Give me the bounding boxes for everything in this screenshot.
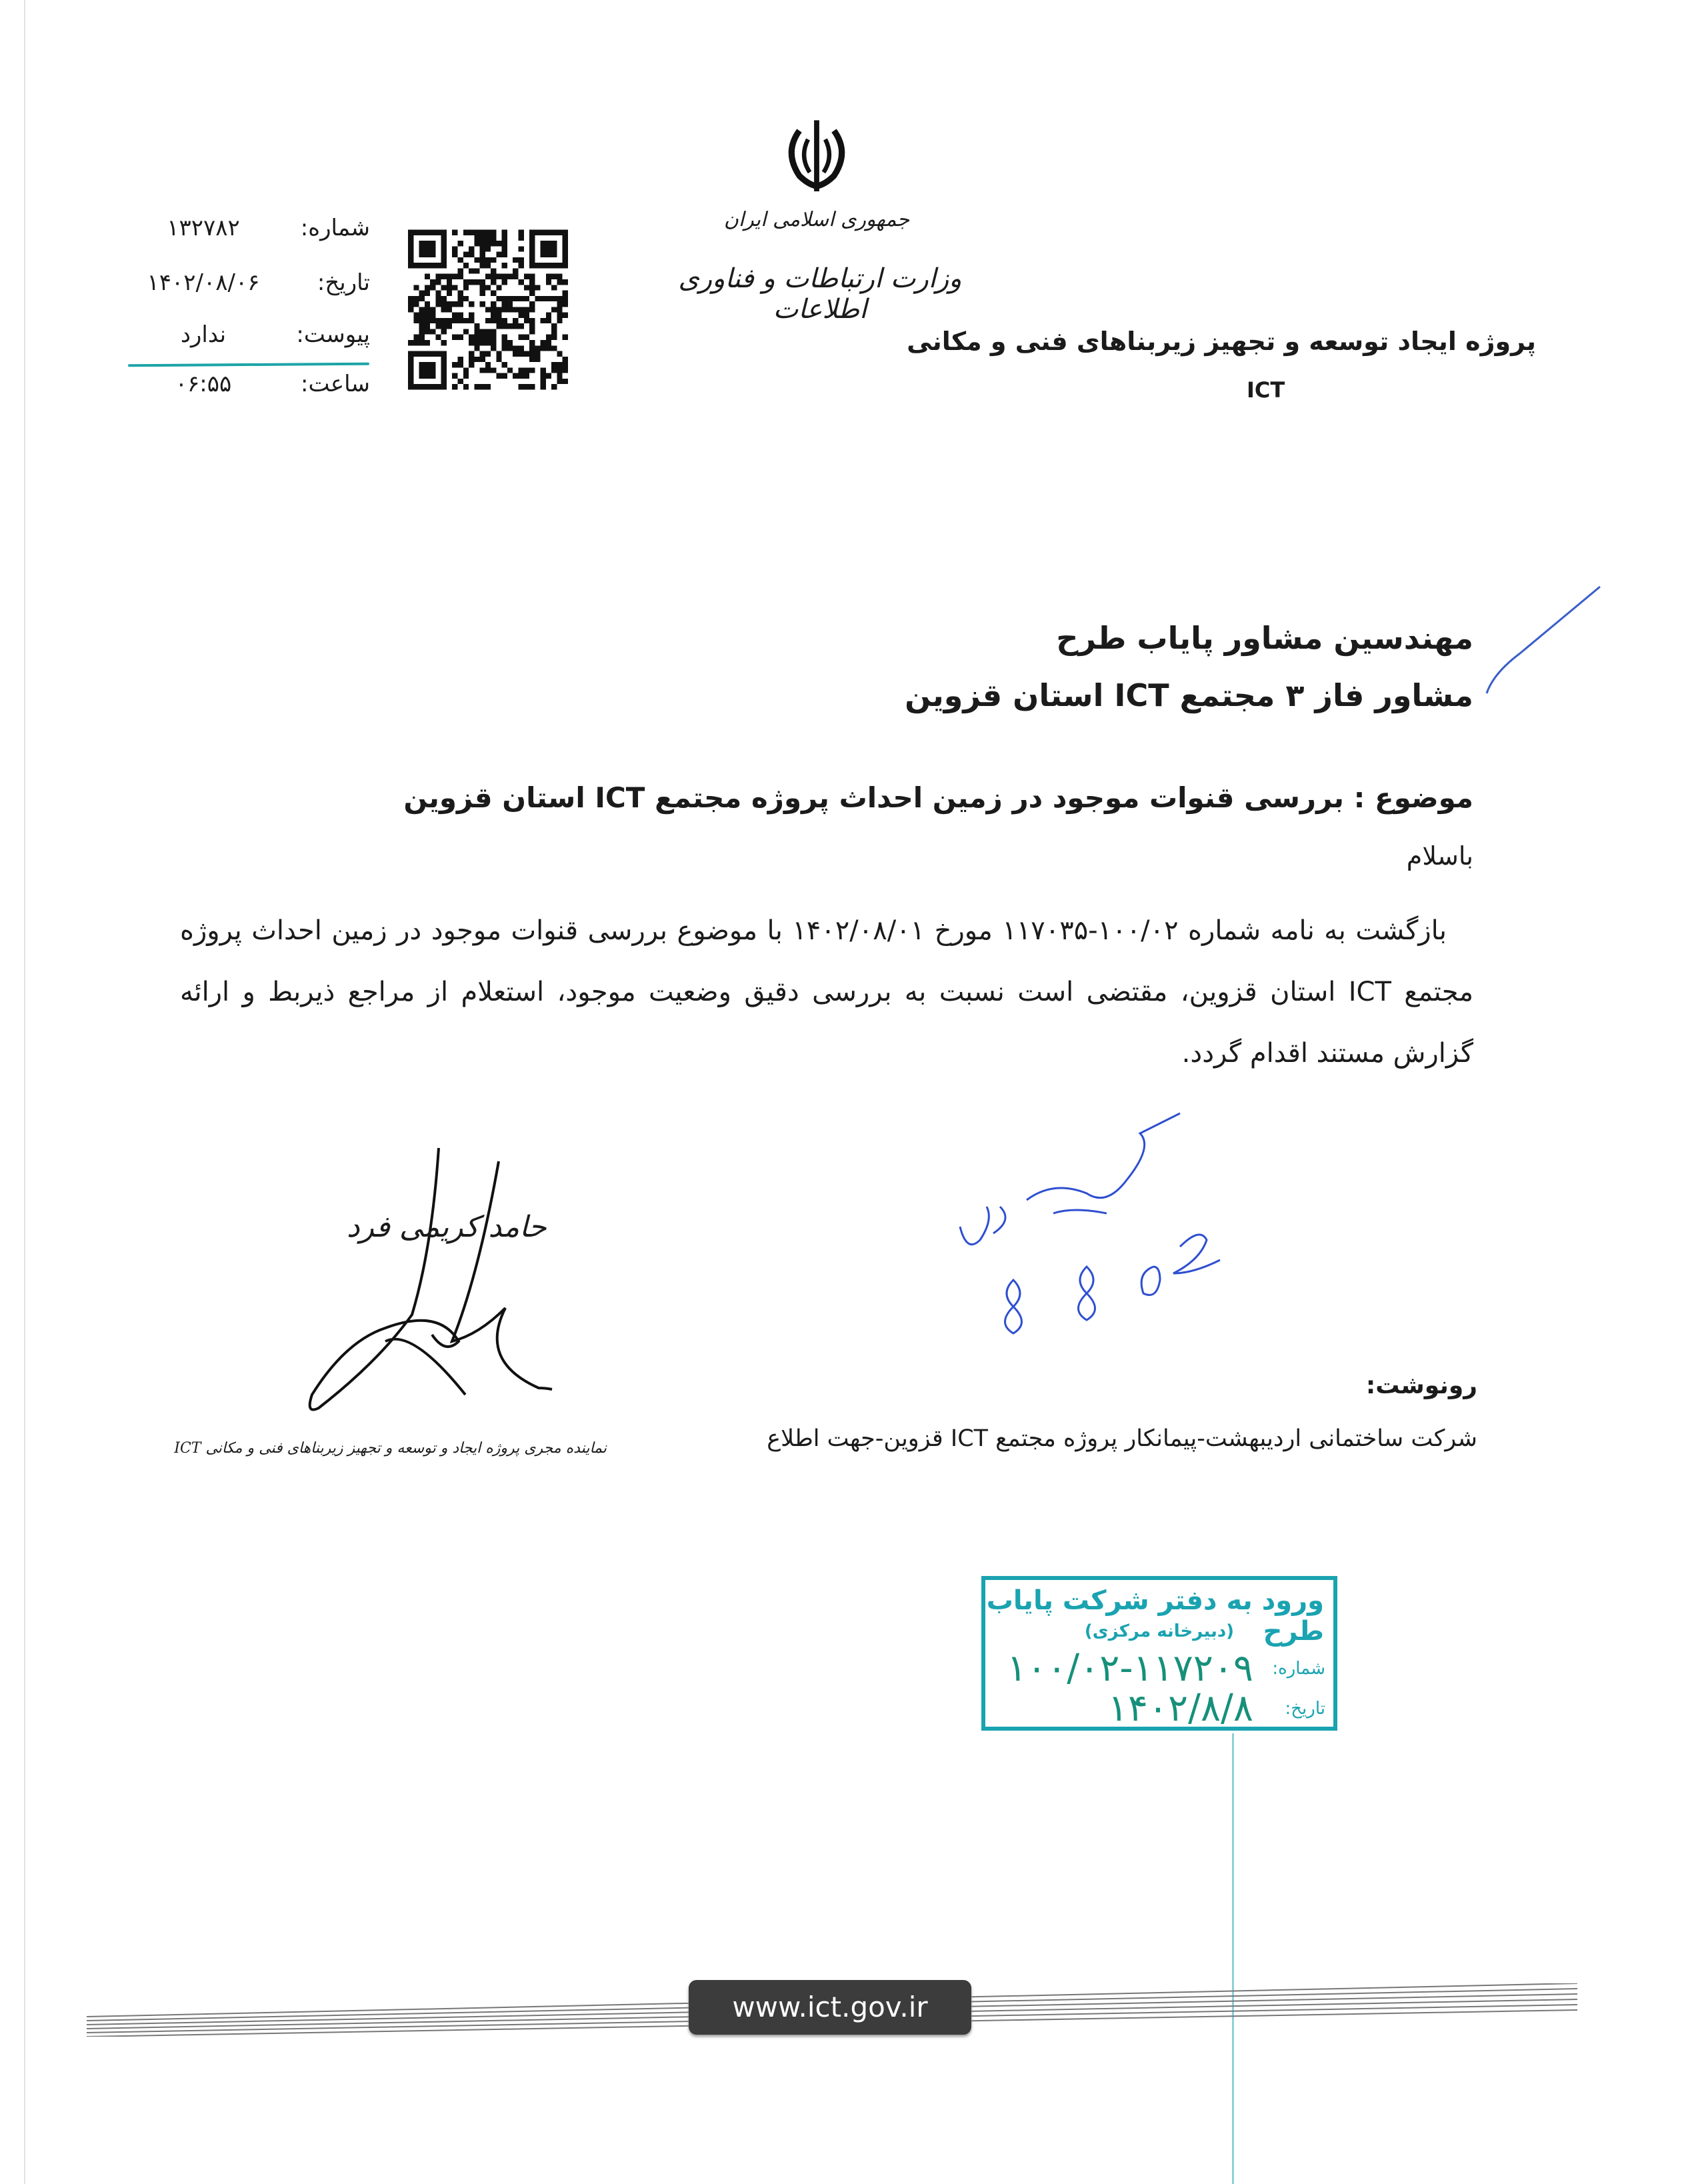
project-abbr: ICT bbox=[1247, 377, 1285, 403]
project-title: پروژه ایجاد توسعه و تجهیز زیربناهای فنی و مکانی bbox=[907, 327, 1536, 356]
addressee-line2: مشاور فاز ۳ مجتمع ICT استان قزوین bbox=[905, 677, 1473, 713]
stamp-title: ورود به دفتر شرکت پایاب طرح bbox=[986, 1585, 1324, 1647]
letter-date: ۱۴۰۲/۰۸/۰۶ bbox=[147, 269, 260, 296]
time-label: ساعت: bbox=[301, 371, 370, 397]
letter-body: بازگشت به نامه شماره ۱۰۰/۰۲-۱۱۷۰۳۵ مورخ ۱۴۰۲/۰۸/۰۱ با موضوع بررسی قنوات موجود در زمین احداث پروژه مجتمع ICT استان قزوین، مقتضی است نسبت به بررسی دقیق وضعیت موجود، استعلام از مراجع ذیربط و ارائه گزارش مستند اقدام گردد. bbox=[180, 915, 1473, 1069]
scan-margin-line bbox=[24, 0, 25, 2184]
stamp-date: ۱۴۰۲/۸/۸ bbox=[1107, 1687, 1253, 1730]
signatory-name: حامد کریمی فرد bbox=[347, 1210, 547, 1244]
greeting: باسلام bbox=[1406, 841, 1473, 871]
subject: موضوع : بررسی قنوات موجود در زمین احداث پروژه مجتمع ICT استان قزوین bbox=[403, 781, 1473, 814]
letter-time: ۰۶:۵۵ bbox=[175, 371, 232, 397]
website-link[interactable]: www.ict.gov.ir bbox=[689, 1980, 971, 2035]
attachment-label: پیوست: bbox=[296, 321, 370, 348]
signature bbox=[279, 1141, 559, 1428]
org-country: جمهوری اسلامی ایران bbox=[723, 208, 910, 231]
stamp-number-label: شماره: bbox=[1272, 1659, 1325, 1679]
number-label: شماره: bbox=[300, 215, 370, 241]
stamp-subtitle: (دبیرخانه مرکزی) bbox=[1084, 1621, 1235, 1641]
addressee-line1: مهندسین مشاور پایاب طرح bbox=[1056, 620, 1473, 656]
pen-mark bbox=[1480, 580, 1607, 700]
letter-number: ۱۳۲۷۸۲ bbox=[167, 215, 240, 241]
pen-underline bbox=[128, 363, 369, 367]
stamp-date-label: تاریخ: bbox=[1285, 1699, 1325, 1719]
receipt-stamp bbox=[981, 1576, 1337, 1731]
cc-title: رونوشت: bbox=[1365, 1372, 1477, 1399]
qr-code bbox=[408, 227, 568, 393]
iran-emblem-icon bbox=[773, 113, 860, 200]
org-ministry: وزارت ارتباطات و فناوری اطلاعات bbox=[678, 263, 962, 325]
cc-recipient: شرکت ساختمانی اردیبهشت-پیمانکار پروژه مجتمع ICT قزوین-جهت اطلاع bbox=[767, 1425, 1477, 1452]
pen-vertical-line bbox=[1232, 1733, 1234, 2184]
stamp-number: ۱۰۰/۰۲-۱۱۷۲۰۹ bbox=[1007, 1647, 1253, 1690]
handwritten-note bbox=[953, 1107, 1233, 1360]
date-label: تاریخ: bbox=[317, 269, 370, 296]
signatory-title: نماینده مجری پروژه ایجاد و توسعه و تجهیز زیربناهای فنی و مکانی ICT bbox=[174, 1440, 607, 1457]
attachment-value: ندارد bbox=[180, 321, 227, 348]
